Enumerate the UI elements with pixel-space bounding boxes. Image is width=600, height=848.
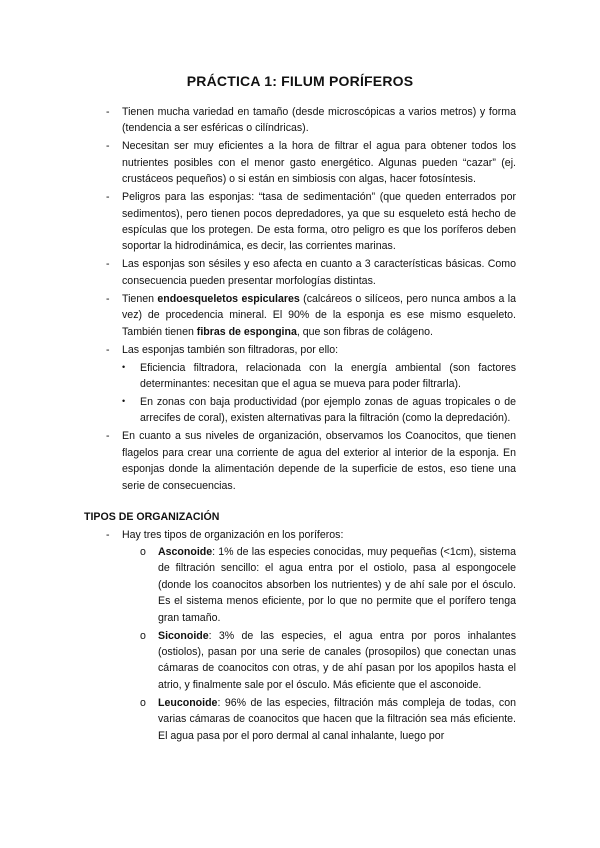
circle-marker: o (140, 629, 146, 642)
bullet-item (0, 291, 600, 340)
sub-bullet-item (0, 394, 600, 427)
bullet-text: Las esponjas también son filtradoras, por ello: (122, 343, 339, 356)
dash-marker: - (106, 191, 110, 204)
org-type-desc: : 96% de las especies, filtración más compleja de todas, con varias cámaras de coanocitos que hacen que la filtración sea más eficiente. El agua pasa por el poro dermal al canal inhalante, luego por (158, 696, 516, 742)
bullet-item (0, 189, 600, 255)
circle-marker: o (140, 545, 146, 558)
bold-term: fibras de espongina (196, 325, 297, 338)
dash-marker: - (106, 140, 110, 153)
org-type-name: Siconoide (158, 629, 209, 642)
bullet-item (0, 527, 600, 543)
bullet-text: Tienen mucha variedad en tamaño (desde microscópicas a varios metros) y forma (tendencia a ser esféricas o cilíndricas). (122, 106, 516, 135)
dash-marker: - (106, 106, 110, 118)
bullet-text: Hay tres tipos de organización en los poríferos: (122, 528, 344, 541)
dash-marker: - (106, 430, 110, 443)
bullet-text-post: , que son fibras de colágeno. (296, 325, 433, 338)
bullet-text: En cuanto a sus niveles de organización, observamos los Coanocitos, que tienen flagelos para crear una corriente de agua del exterior al interior de la esponja. En esponjas donde la alimentación depende de la superficie de estos, eso tiene una serie de consecuencias. (122, 430, 516, 492)
bold-term: endoesqueletos espiculares (157, 292, 300, 305)
page-title: PRÁCTICA 1: FILUM PORÍFEROS (186, 73, 414, 89)
circle-marker: o (140, 696, 146, 709)
dot-marker: • (122, 361, 126, 372)
org-type-desc: : 3% de las especies, el agua entra por poros inhalantes (ostiolos), pasan por una serie de canales (prosopilos) que conectan unas cámaras de coanocitos con otras, y de ahí pasan por los apopilos hasta el atrio, y finalmente sale por el ósculo. Más eficiente que el asconoide. (158, 629, 516, 691)
bullet-text-mid: (calcáreos o silíceos, pero nunca ambos a la vez) de procedencia mineral. El 90% de la esponja es ese mismo esqueleto. También tienen (122, 292, 516, 338)
org-type-name: Asconoide (158, 545, 213, 558)
bullet-text-pre: Tienen (122, 292, 158, 305)
sub-bullet-text: En zonas con baja productividad (por ejemplo zonas de aguas tropicales o de arrecifes de coral), existen alternativas para la filtración (como la depredación). (140, 396, 516, 425)
dot-marker: • (122, 396, 126, 407)
bullet-item (0, 256, 600, 289)
org-type-desc: : 1% de las especies conocidas, muy pequeñas (<1cm), sistema de filtración sencillo: el agua entra por el ostiolo, pasa al espongocele (donde los coanocitos absorben los nutrientes) y de ahí sale por el ósculo. Es el sistema menos eficiente, por lo que no permite que el porífero tenga gran tamaño. (158, 545, 516, 624)
org-type-item (0, 695, 600, 744)
document-body (0, 104, 600, 746)
dash-marker: - (106, 343, 110, 356)
bullet-text: Necesitan ser muy eficientes a la hora de filtrar el agua para obtener todos los nutrientes posibles con el menor gasto energético. Algunas pueden “cazar” (ej. crustáceos pequeños) o si están en simbiosis con algas, hacer fotosíntesis. (122, 140, 516, 186)
dash-marker: - (106, 528, 110, 541)
sub-bullet-item (0, 360, 600, 393)
bullet-item (0, 342, 600, 358)
bullet-text: Peligros para las esponjas: “tasa de sedimentación” (que queden enterrados por sedimentos), pero tienen pocos depredadores, ya que su esqueleto está hecho de espículas que los protegen. De esta forma, otro peligro es que los poríferos deben soportar la hidrodinámica, es decir, las corrientes marinas. (122, 191, 516, 253)
bullet-text: Las esponjas son sésiles y eso afecta en cuanto a 3 características básicas. Como consecuencia pueden presentar morfologías distintas. (122, 258, 516, 287)
section-heading: TIPOS DE ORGANIZACIÓN (84, 511, 220, 524)
dash-marker: - (106, 292, 110, 305)
sub-bullet-text: Eficiencia filtradora, relacionada con la energía ambiental (son factores determinantes: necesitan que el agua se mueva para poder filtrarla). (140, 361, 516, 391)
bullet-item (0, 104, 600, 137)
bullet-item (0, 428, 600, 494)
org-type-item (0, 544, 600, 626)
dash-marker: - (106, 258, 110, 271)
org-type-name: Leuconoide (158, 696, 218, 709)
org-type-item (0, 628, 600, 694)
bullet-item (0, 138, 600, 187)
